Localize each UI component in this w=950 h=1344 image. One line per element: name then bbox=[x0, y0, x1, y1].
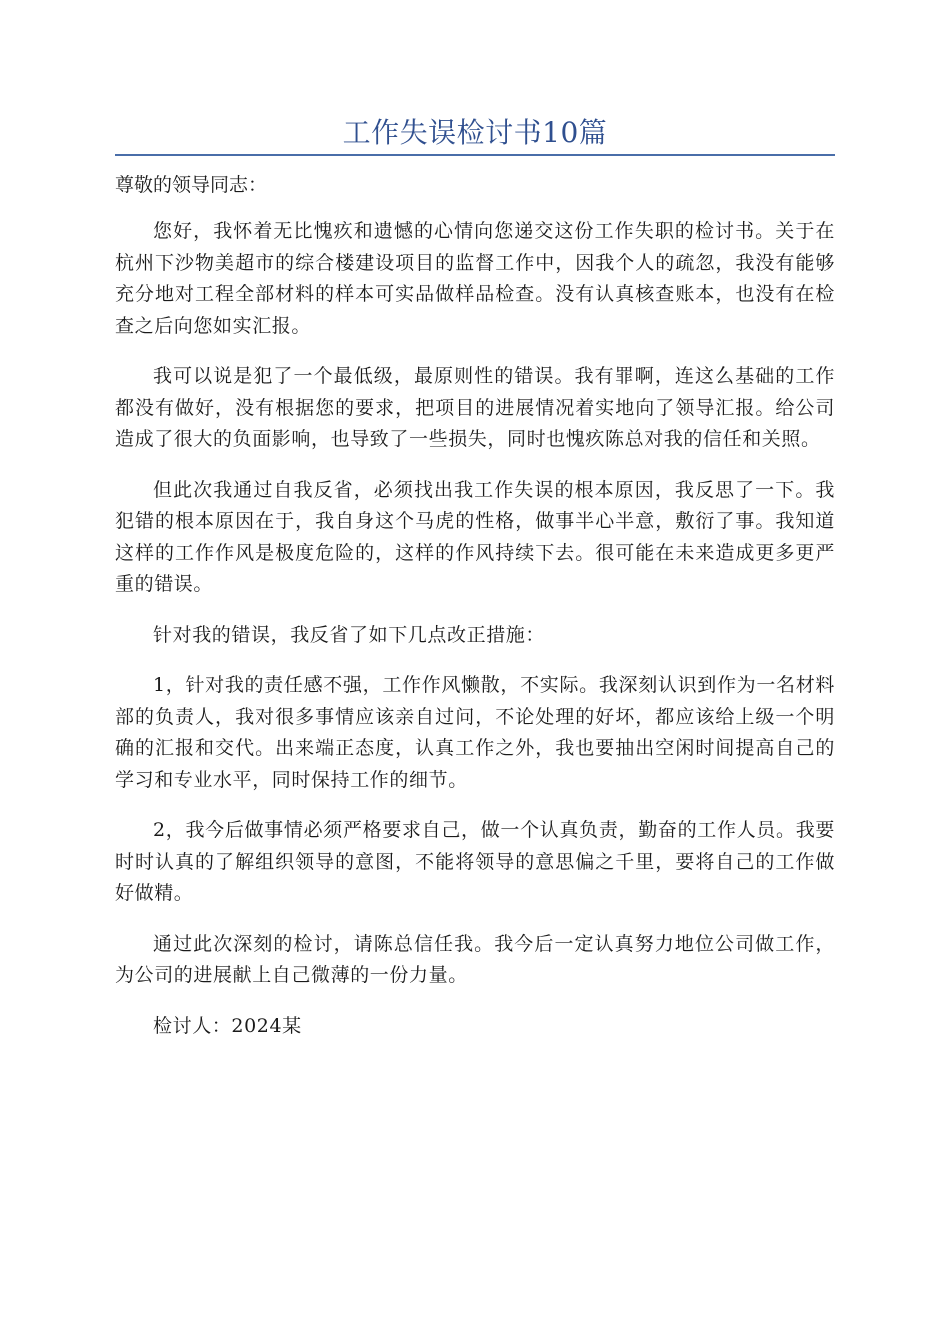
salutation: 尊敬的领导同志： bbox=[115, 174, 268, 196]
document-page bbox=[115, 0, 835, 1061]
signature-line: 检讨人：2024某 bbox=[153, 1014, 302, 1037]
paragraph-opening: 您好，我怀着无比愧疚和遗憾的心情向您递交这份工作失职的检讨书。关于在杭州下沙物美超市的综合楼建设项目的监督工作中，因我个人的疏忽，我没有能够充分地对工程全部材料的样本可实品做样品检查。没有认真核查账本，也没有在检查之后向您如实汇报。 bbox=[115, 220, 835, 337]
paragraph-reflection: 但此次我通过自我反省，必须找出我工作失误的根本原因，我反思了一下。我犯错的根本原因在于，我自身这个马虎的性格，做事半心半意，敷衍了事。我知道这样的工作作风是极度危险的，这样的作风持续下去。很可能在未来造成更多更严重的错误。 bbox=[115, 478, 835, 595]
paragraph-mistake: 我可以说是犯了一个最低级，最原则性的错误。我有罪啊，连这么基础的工作都没有做好，没有根据您的要求，把项目的进展情况着实地向了领导汇报。给公司造成了很大的负面影响，也导致了一些损失，同时也愧疚陈总对我的信任和关照。 bbox=[115, 365, 835, 450]
paragraph-measure-1: 1，针对我的责任感不强，工作作风懒散，不实际。我深刻认识到作为一名材料部的负责人，我对很多事情应该亲自过问，不论处理的好坏，都应该给上级一个明确的汇报和交代。出来端正态度，认真工作之外，我也要抽出空闲时间提高自己的学习和专业水平，同时保持工作的细节。 bbox=[115, 674, 835, 791]
paragraph-measures-intro: 针对我的错误，我反省了如下几点改正措施： bbox=[153, 623, 546, 646]
title-underline bbox=[115, 154, 835, 156]
paragraph-measure-2: 2，我今后做事情必须严格要求自己，做一个认真负责，勤奋的工作人员。我要时时认真的了解组织领导的意图，不能将领导的意思偏之千里，要将自己的工作做好做精。 bbox=[115, 819, 835, 904]
paragraph-closing: 通过此次深刻的检讨，请陈总信任我。我今后一定认真努力地位公司做工作，为公司的进展献上自己微薄的一份力量。 bbox=[115, 932, 835, 986]
document-title: 工作失误检讨书10篇 bbox=[342, 116, 608, 149]
